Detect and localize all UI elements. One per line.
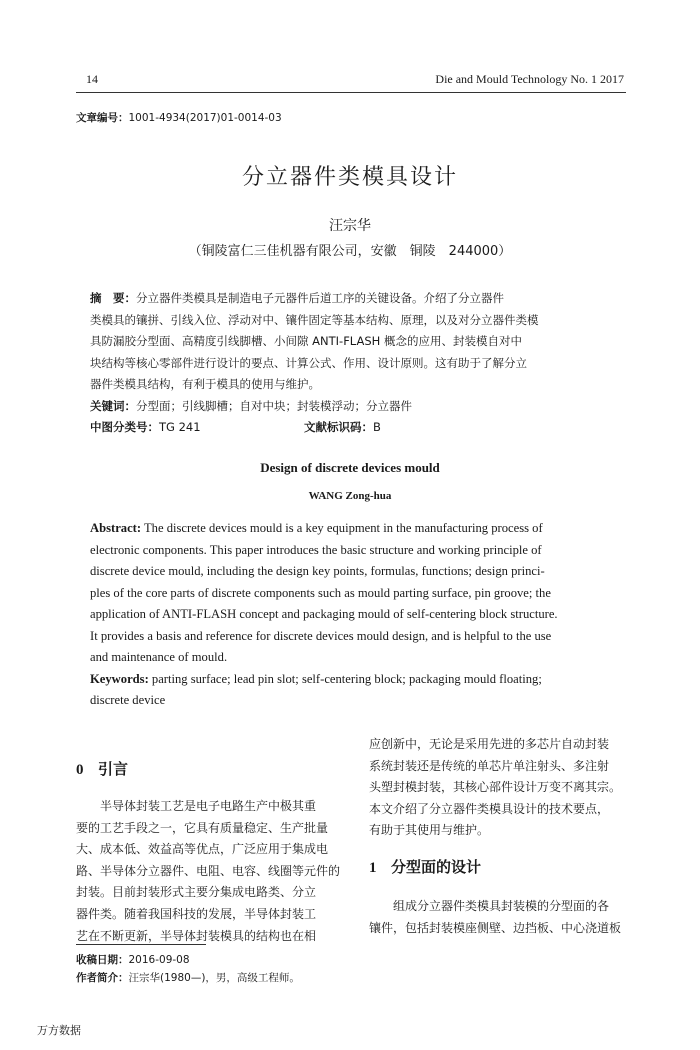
keywords-en-line-1: Keywords: parting surface; lead pin slot; self-centering block; packaging mould floating; <box>90 671 542 686</box>
keywords-cn-label: 关键词： <box>90 398 136 413</box>
abstract-cn-line-2: 类模具的镶拼、引线入位、浮动对中、镶件固定等基本结构、原理，以及对分立器件类模 <box>90 312 539 327</box>
article-number <box>76 110 282 125</box>
section-1-title: 分型面的设计 <box>391 858 482 876</box>
keywords-en-label: Keywords: <box>90 671 149 686</box>
watermark: 万方数据 <box>37 1024 81 1037</box>
received-label: 收稿日期： <box>76 954 129 966</box>
title-en: Design of discrete devices mould <box>260 460 440 475</box>
footnote-rule <box>76 944 206 945</box>
section-0-body: 半导体封装工艺是电子电路生产中极其重 要的工艺手段之一，它具有质量稳定、生产批量 大、成本低、效益高等优点，广泛应用于集成电 路、半导体分立器件、电阻、电容、线圈等元件的 封装。目前封装形式主要分集成电路类、分立 器件类。随着我国科技的发展，半导体封装工 艺在不断更新，半导体封装模具的结构也在相 <box>76 799 341 943</box>
abstract-en-label: Abstract: <box>90 521 142 535</box>
abstract-en-line-1: Abstract: The discrete devices mould is a key equipment in the manufacturing process of <box>90 521 543 535</box>
clc-label: 中图分类号： <box>90 420 159 434</box>
bio-label: 作者简介： <box>76 972 129 984</box>
abstract-cn-label: 摘 要： <box>90 291 136 305</box>
journal-header: Die and Mould Technology No. 1 2017 <box>435 72 624 86</box>
abstract-cn-line-4: 块结构等核心零部件进行设计的要点、计算公式、作用、设计原则。这有助于了解分立 <box>90 355 527 370</box>
abstract-en-line-3: discrete device mould, including the design key points, formulas, functions; design princi- <box>90 564 545 578</box>
section-0-title: 引言 <box>98 760 129 778</box>
section-1-number: 1 <box>369 860 377 876</box>
affiliation-cn: （铜陵富仁三佳机器有限公司，安徽 铜陵 244000） <box>188 244 512 259</box>
abstract-en-line-4: ples of the core parts of discrete components such as mould parting surface, pin groove; the <box>90 585 551 600</box>
abstract-cn-line-5: 器件类模具结构，有利于模具的使用与维护。 <box>90 377 320 391</box>
title-cn: 分立器件类模具设计 <box>241 165 458 190</box>
author-en: WANG Zong-hua <box>308 490 392 502</box>
abstract-cn-line-1: 摘 要：分立器件类模具是制造电子元器件后道工序的关键设备。介绍了分立器件 <box>90 291 504 305</box>
received-value: 2016-09-08 <box>128 954 190 966</box>
header-rule <box>76 92 626 93</box>
bio-value: 汪宗华(1980—)，男，高级工程师。 <box>128 972 300 984</box>
keywords-cn-value: 分型面；引线脚槽；自对中块；封装模浮动；分立器件 <box>136 398 412 413</box>
abstract-en-line-2: electronic components. This paper introduces the basic structure and working principle of <box>90 542 542 557</box>
abstract-en-line-6: It provides a basis and reference for discrete devices mould design, and is helpful to the use <box>90 628 552 643</box>
section-0-heading <box>76 758 128 779</box>
page-number: 14 <box>86 72 98 86</box>
abstract-en-line-5: application of ANTI-FLASH concept and packaging mould of self-centering block structure. <box>90 607 558 621</box>
author-cn: 汪宗华 <box>329 218 371 234</box>
clc-value: TG 241 <box>159 420 201 434</box>
doc-code-value: B <box>373 420 381 434</box>
keywords-cn <box>90 396 620 418</box>
intro-continuation: 应创新中，无论是采用先进的多芯片自动封装 系统封装还是传统的单芯片单注射头、多注射 头塑封模封装，其核心部件设计万变不离其宗。 本文介绍了分立器件类模具设计的技术要点， 有助于其使用与维护。 <box>369 737 622 838</box>
classification-line <box>90 417 620 439</box>
doc-code-label: 文献标识码： <box>304 420 373 434</box>
received-date <box>76 952 190 967</box>
keywords-en-line-2: discrete device <box>90 693 166 707</box>
abstract-cn <box>90 288 620 439</box>
author-bio <box>76 970 300 985</box>
article-number-label: 文章编号： <box>76 112 129 124</box>
section-0-number: 0 <box>76 762 84 778</box>
article-number-value: 1001-4934(2017)01-0014-03 <box>128 112 282 124</box>
section-1-heading <box>369 856 481 877</box>
abstract-en-line-7: and maintenance of mould. <box>90 650 228 664</box>
section-1-body: 组成分立器件类模具封装模的分型面的各 镶件，包括封装模座侧壁、边挡板、中心浇道板 <box>369 899 622 935</box>
abstract-cn-line-3: 具防漏胶分型面、高精度引线脚槽、小间隙 ANTI-FLASH 概念的应用、封装模自对中 <box>90 334 522 348</box>
abstract-en <box>90 518 620 712</box>
